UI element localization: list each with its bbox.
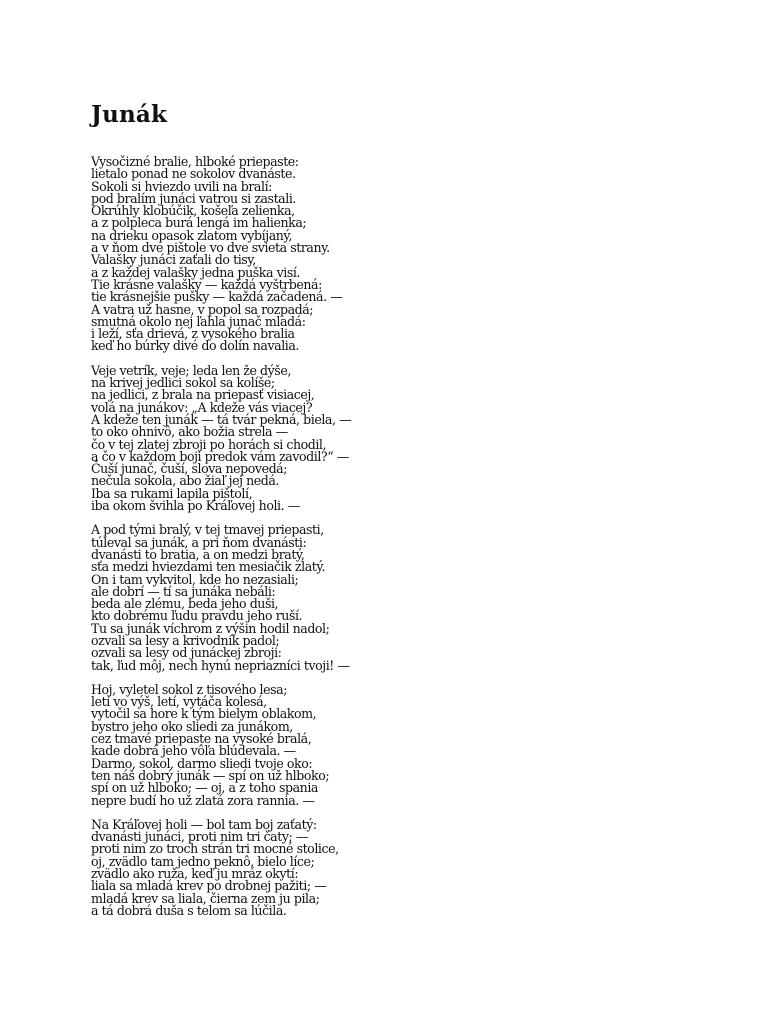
poem-line: zvädlo ako ruža, keď ju mráz okytí: xyxy=(91,866,299,882)
poem-line: volá na junákov: „A kdeže vás viacej? xyxy=(91,399,313,415)
poem-line: Valašky junáci zaťali do tisy, xyxy=(91,252,256,268)
poem-line: letí vo výš, letí, vytáča kolesá, xyxy=(91,694,267,710)
poem-line: a v ňom dve pištole vo dve svieta strany. xyxy=(91,240,330,256)
poem-line: dvanásti junáci, proti nim tri čaty; — xyxy=(91,829,309,845)
poem-line: oj, zvädlo tam jedno peknô, bielo líce; xyxy=(91,853,315,869)
poem-line: Na Kráľovej holi — bol tam boj zaťatý: xyxy=(91,816,317,832)
poem-line: kto dobrému ľudu pravdu jeho ruší. xyxy=(91,608,303,624)
poem-line: proti nim zo troch strán tri mocné stolice, xyxy=(91,841,339,857)
poem-line: a tá dobrá duša s telom sa lúčila. xyxy=(91,902,287,918)
poem-line: vytočil sa hore k tým bielym oblakom, xyxy=(91,706,317,722)
poem-line: pod bralím junáci vatrou si zastali. xyxy=(91,190,296,206)
poem-line: A vatra už hasne, v popol sa rozpadá; xyxy=(91,301,314,317)
poem-line: ale dobrí — tí sa junáka nebáli: xyxy=(91,583,276,599)
poem-line: ozvali sa lesy od junáckej zbroji: xyxy=(91,645,282,661)
poem-line: cez tmavé priepaste na vysoké bralá, xyxy=(91,731,312,747)
poem-line: ozvali sa lesy a krivodník padol; xyxy=(91,632,280,648)
poem-line: to oko ohnivô, ako božia strela — xyxy=(91,424,288,440)
poem-line: a čo v každom boji predok vám zavodil?“ — xyxy=(91,448,349,464)
poem-line: i leží, sťa drievá, z vysokého bralia xyxy=(91,326,295,342)
poem-line: Sokoli si hviezdo uvili na bralí: xyxy=(91,178,272,194)
poem-body xyxy=(91,156,711,917)
poem-line: Iba sa rukami lapila pištolí, xyxy=(91,485,253,501)
poem-line: tak, ľud môj, nech hynú nepriazníci tvoji! — xyxy=(91,657,350,673)
poem-line: Tu sa junák víchrom z výšin hodil nadol; xyxy=(91,620,330,636)
poem-line: smutná okolo nej ľahla junač mladá: xyxy=(91,313,306,329)
poem-line: sťa medzi hviezdami ten mesiačik zlatý. xyxy=(91,559,325,575)
poem-line: na jedlici, z brala na priepasť visiacej, xyxy=(91,387,315,403)
stanza-2 xyxy=(91,362,711,514)
poem-line: čo v tej zlatej zbroji po horách si chodil, xyxy=(91,436,327,452)
poem-line: Čuší junač, čuší, slova nepovedá; xyxy=(91,461,288,477)
poem-line: nepre budí ho už zlatá zora rannia. — xyxy=(91,792,315,808)
poem-line: bystro jeho oko sliedi za junákom, xyxy=(91,718,293,734)
poem-line: Veje vetrík, veje; leda len že dýše, xyxy=(91,362,291,378)
poem-line: keď ho búrky divé do dolín navalia. xyxy=(91,338,299,354)
poem-line: dvanásti to bratia, a on medzi bratý, xyxy=(91,546,305,562)
poem-line: Tie krásne valašky — každá vyštrbená: xyxy=(91,276,322,292)
stanza-1 xyxy=(91,156,711,353)
poem-line: Vysočizné bralie, hlboké priepaste: xyxy=(91,154,299,169)
stanza-4 xyxy=(91,681,711,808)
poem-line: A pod tými bralý, v tej tmavej priepasti, xyxy=(91,522,324,538)
poem-line: liala sa mladá krev po drobnej pažiti; — xyxy=(91,878,327,894)
poem-line: tie krásnejšie pušky — každá začadená. — xyxy=(91,289,343,305)
poem-title: Junák xyxy=(91,101,168,128)
poem-line: a z polpleca burá lengá im halienka; xyxy=(91,215,307,231)
poem-line: mladá krev sa liala, čierna zem ju pila; xyxy=(91,890,320,906)
poem-line: Hoj, vyletel sokol z tisového lesa; xyxy=(91,681,288,697)
poem-line: nečula sokola, abo žiaľ jej nedá. xyxy=(91,473,279,489)
poem-line: Darmo, sokol, darmo sliedi tvoje oko: xyxy=(91,755,313,771)
poem-line: On i tam vykvitol, kde ho nezasiali; xyxy=(91,571,299,587)
stanza-5 xyxy=(91,816,711,918)
document-page xyxy=(91,100,711,929)
poem-line: iba okom švihla po Kráľovej holi. — xyxy=(91,498,300,514)
poem-line: A kdeže ten junák — tá tvár pekná, biela, — xyxy=(91,411,352,427)
poem-line: kade dobrá jeho vôľa blúdevala. — xyxy=(91,743,296,759)
poem-line: Okrúhly klobúčik, košeľa zelienka, xyxy=(91,203,295,219)
poem-line: ten náš dobrý junák — spí on už hlboko; xyxy=(91,767,330,783)
poem-line: na drieku opasok zlatom vybíjaný, xyxy=(91,227,292,243)
poem-line: beda ale zlému, beda jeho duši, xyxy=(91,596,279,612)
poem-line: na krivej jedlici sokol sa kolíše; xyxy=(91,375,275,391)
poem-line: lietalo ponad ne sokolov dvanáste. xyxy=(91,166,296,182)
poem-line: túleval sa junák, a pri ňom dvanásti: xyxy=(91,534,307,550)
poem-line: spí on už hlboko; — oj, a z toho spania xyxy=(91,780,318,796)
stanza-3 xyxy=(91,524,711,672)
poem-line: a z každej valašky jedna puška visí. xyxy=(91,264,300,280)
